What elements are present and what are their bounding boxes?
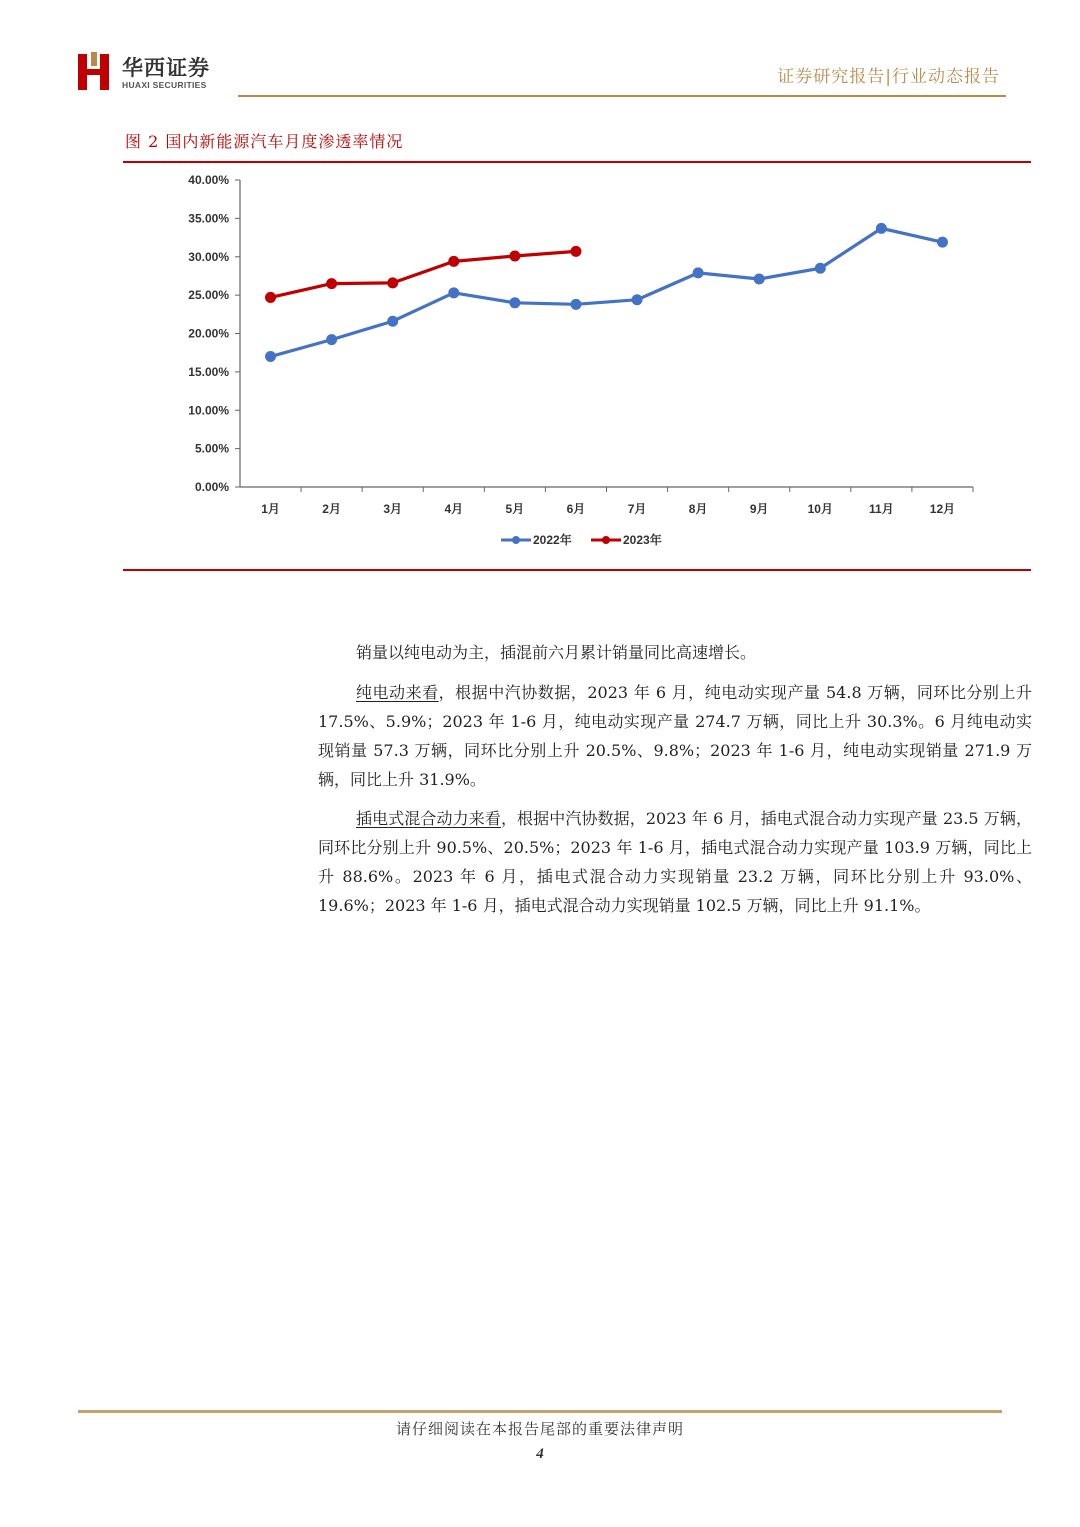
x-tick-label: 8月 <box>688 502 708 516</box>
x-tick-label: 2月 <box>322 502 341 516</box>
data-point-2023年 <box>265 292 276 303</box>
data-point-2023年 <box>387 277 398 288</box>
y-tick-label: 15.00% <box>188 364 229 379</box>
chart-series <box>265 223 948 362</box>
x-tick-label: 6月 <box>566 502 586 516</box>
data-point-2023年 <box>570 246 581 257</box>
bev-paragraph-text: ，根据中汽协数据，2023 年 6 月，纯电动实现产量 54.8 万辆，同环比分别上升 17.5%、5.9%；2023 年 1-6 月，纯电动实现产量 274.7 万辆，同比上升 30.3%。6 月纯电动实现销量 57.3 万辆，同环比分别上升 20.5%、9.8%；2023 年 1-6 月，纯电动实现销量 271.9 万辆，同比上升 31.9%。 <box>318 683 1032 789</box>
data-point-2022年 <box>326 334 337 345</box>
legal-notice: 请仔细阅读在本报告尾部的重要法律声明 <box>395 1420 684 1438</box>
series-line-2022年 <box>271 228 943 356</box>
data-point-2022年 <box>815 263 826 274</box>
x-tick-label: 11月 <box>869 502 894 516</box>
data-point-2022年 <box>937 237 948 248</box>
data-point-2023年 <box>326 278 337 289</box>
logo-chinese-name: 华西证券 <box>122 56 210 80</box>
report-type-label: 证券研究报告|行业动态报告 <box>777 67 1000 87</box>
data-point-2022年 <box>265 351 276 362</box>
data-point-2022年 <box>509 297 520 308</box>
logo-english-name: HUAXI SECURITIES <box>122 80 207 90</box>
x-axis-tick-labels <box>261 502 955 516</box>
legend-point-marker <box>512 536 520 544</box>
footer-divider <box>78 1410 1002 1413</box>
data-point-2023年 <box>509 250 520 261</box>
page-number: 4 <box>536 1446 544 1462</box>
series-line-2023年 <box>271 251 576 297</box>
y-axis-tick-labels <box>188 173 229 494</box>
y-tick-label: 25.00% <box>188 288 229 303</box>
x-tick-label: 9月 <box>749 502 769 516</box>
phev-lead-phrase: 插电式混合动力来看 <box>356 809 501 828</box>
huaxi-logo-icon <box>78 52 112 90</box>
header-divider <box>238 95 1006 97</box>
y-tick-label: 5.00% <box>194 441 229 456</box>
bev-lead-phrase: 纯电动来看 <box>356 683 439 702</box>
y-tick-label: 10.00% <box>188 403 229 418</box>
data-point-2022年 <box>448 287 459 298</box>
figure-bottom-rule <box>123 569 1031 571</box>
legend-label: 2023年 <box>623 533 662 547</box>
chart-legend <box>501 532 662 547</box>
x-tick-label: 7月 <box>627 502 647 516</box>
data-point-2022年 <box>570 299 581 310</box>
data-point-2022年 <box>876 223 887 234</box>
x-tick-label: 3月 <box>383 502 403 516</box>
data-point-2023年 <box>448 256 459 267</box>
data-point-2022年 <box>632 294 643 305</box>
x-tick-label: 12月 <box>929 502 956 516</box>
penetration-line-chart <box>123 163 1031 568</box>
y-tick-label: 20.00% <box>188 326 229 341</box>
section-heading-text: 销量以纯电动为主，插混前六月累计销量同比高速增长。 <box>356 643 757 662</box>
phev-paragraph <box>318 804 1032 920</box>
x-tick-label: 4月 <box>444 502 464 516</box>
phev-paragraph-text: ，根据中汽协数据，2023 年 6 月，插电式混合动力实现产量 23.5 万辆，同环比分别上升 90.5%、20.5%；2023 年 1-6 月，插电式混合动力实现产量 103.9 万辆，同比上升 88.6%。2023 年 6 月，插电式混合动力实现销量 23.2 万辆，同环比分别上升 93.0%、19.6%；2023 年 1-6 月，插电式混合动力实现销量 102.5 万辆，同比上升 91.1%。 <box>318 809 1032 915</box>
x-tick-label: 5月 <box>505 502 525 516</box>
y-tick-label: 0.00% <box>194 480 229 494</box>
data-point-2022年 <box>693 267 704 278</box>
data-point-2022年 <box>387 316 398 327</box>
data-point-2022年 <box>754 274 765 285</box>
x-tick-label: 10月 <box>807 502 833 516</box>
bev-paragraph <box>318 678 1032 794</box>
figure-title: 图 2 国内新能源汽车月度渗透率情况 <box>125 132 404 151</box>
y-tick-label: 40.00% <box>188 173 229 187</box>
legend-point-marker <box>602 536 610 544</box>
company-logo <box>78 52 238 92</box>
legend-label: 2022年 <box>533 533 572 547</box>
section-heading-paragraph <box>318 638 1032 667</box>
y-tick-label: 30.00% <box>188 249 229 264</box>
y-tick-label: 35.00% <box>188 211 229 226</box>
x-tick-label: 1月 <box>261 502 280 516</box>
